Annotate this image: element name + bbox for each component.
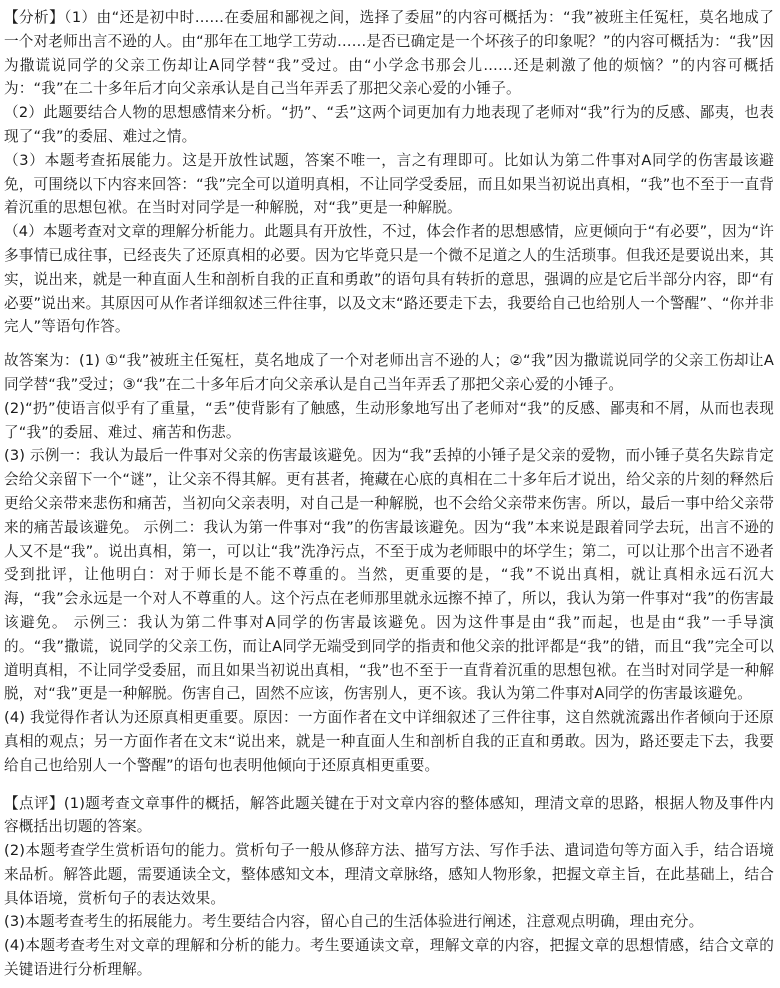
analysis-section — [4, 6, 774, 339]
comment-section — [4, 792, 774, 982]
answer-paragraph-2: (2)“扔”使语言似乎有了重量，“丢”使背影有了触感，生动形象地写出了老师对“我”的反感、鄙夷和不屑，从而也表现了“我”的委屈、难过、痛苦和伤悲。 — [4, 399, 774, 441]
comment-paragraph-1: 【点评】(1)题考查文章事件的概括，解答此题关键在于对文章内容的整体感知，理清文章的思路，根据人物及事件内容概括出切题的答案。 — [4, 794, 774, 836]
analysis-paragraph-1: 【分析】（1）由“还是初中时……在委屈和鄙视之间，选择了委屈”的内容可概括为：“我”被班主任冤枉，莫名地成了一个对老师出言不逊的人。由“那年在工地学工劳动……是否已确定是一个坏孩子的印象呢？”的内容可概括为：“我”因为撒谎说同学的父亲工伤却让A同学替“我”受过。由“小学念书那会儿……还是刺激了他的烦恼？”的内容可概括为：“我”在二十多年后才向父亲承认是自己当年弄丢了那把父亲心爱的小锤子。 — [4, 9, 774, 98]
answer-paragraph-1: 故答案为：(1) ①“我”被班主任冤枉，莫名地成了一个对老师出言不逊的人；②“我”因为撒谎说同学的父亲工伤却让A同学替“我”受过；③“我”在二十多年后才向父亲承认是自己当年弄丢了那把父亲心爱的小锤子。 — [4, 352, 774, 393]
comment-paragraph-3: (3)本题考查考生的拓展能力。考生要结合内容，留心自己的生活体验进行阐述，注意观点明确，理由充分。 — [4, 913, 704, 931]
comment-paragraph-4: (4)本题考查考生对文章的理解和分析的能力。考生要通读文章，理解文章的内容，把握文章的思想情感，结合文章的关键语进行分析理解。 — [4, 937, 774, 979]
section-spacer — [4, 339, 774, 349]
analysis-paragraph-2: （2）此题要结合人物的思想感情来分析。“扔”、“丢”这两个词更加有力地表现了老师对“我”行为的反感、鄙夷，也表现了“我”的委屈、难过之情。 — [4, 104, 774, 145]
comment-paragraph-2: (2)本题考查学生赏析语句的能力。赏析句子一般从修辞方法、描写方法、写作手法、遣词造句等方面入手，结合语境来品析。解答此题，需要通读全文，整体感知文本，理清文章脉络，感知人物形象，把握文章主旨，在此基础上，结合具体语境，赏析句子的表达效果。 — [4, 842, 774, 907]
analysis-paragraph-3: （3）本题考查拓展能力。这是开放性试题，答案不唯一，言之有理即可。比如认为第二件事对A同学的伤害最该避免，可围绕以下内容来回答：“我”完全可以道明真相，不让同学受委屈，而且如果当初说出真相，“我”也不至于一直背着沉重的思想包袱。在当时对同学是一种解脱，对“我”更是一种解脱。 — [4, 151, 774, 217]
section-spacer — [4, 778, 774, 792]
answer-paragraph-3: (3) 示例一：我认为最后一件事对父亲的伤害最该避免。因为“我”丢掉的小锤子是父亲的爱物，而小锤子莫名失踪肯定会给父亲留下一个“谜”，让父亲不得其解。更有甚者，掩藏在心底的真相在二十多年后才说出，给父亲的片刻的释然后更给父亲带来悲伤和痛苦，当初向父亲表明，对自己是一种解脱，也不会给父亲带来伤害。所以，最后一事中给父亲带来的痛苦最该避免。 示例二：我认为第一件事对“我”的伤害最该避免。因为“我”本来说是跟着同学去玩，出言不逊的人又不是“我”。说出真相，第一，可以让“我”洗净污点，不至于成为老师眼中的坏学生；第二，可以让那个出言不逊者受到批评，让他明白：对于师长是不能不尊重的。当然，更重要的是，“我”不说出真相，就让真相永远石沉大海，“我”会永远是一个对人不尊重的人。这个污点在老师那里就永远擦不掉了，所以，我认为第一件事对“我”的伤害最该避免。 示例三：我认为第二件事对A同学的伤害最该避免。因为这件事是由“我”而起，也是由“我”一手导演的。“我”撒谎，说同学的父亲工伤，而让A同学无端受到同学的指责和他父亲的批评都是“我”的错，而且“我”完全可以道明真相，不让同学受委屈，而且如果当初说出真相，“我”也不至于一直背着沉重的思想包袱。在当时对同学是一种解脱，对“我”更是一种解脱。伤害自己，固然不应该，伤害别人，更不该。我认为第二件事对A同学的伤害最该避免。 — [4, 447, 774, 703]
answer-paragraph-4: (4) 我觉得作者认为还原真相更重要。原因：一方面作者在文中详细叙述了三件往事，这自然就流露出作者倾向于还原真相的观点；另一方面作者在文末“说出来，就是一种直面人生和剖析自我的正直和勇敢。因为，路还要走下去，我要给自己也给别人一个警醒”的语句也表明他倾向于还原真相更重要。 — [4, 709, 774, 774]
analysis-paragraph-4: （4）本题考查对文章的理解分析能力。此题具有开放性，不过，体会作者的思想感情，应更倾向于“有必要”，因为“许多事情已成往事，已经丧失了还原真相的必要。因为它毕竟只是一个微不足道之人的生活琐事。但我还是要说出来，其实，说出来，就是一种直面人生和剖析自我的正直和勇敢”的语句具有转折的意思，强调的应是它后半部分内容，即“有必要”说出来。其原因可从作者详细叙述三件往事，以及文末“路还要走下去，我要给自己也给别人一个警醒”、“你并非完人”等语句作答。 — [4, 223, 774, 336]
answer-section — [4, 349, 774, 777]
